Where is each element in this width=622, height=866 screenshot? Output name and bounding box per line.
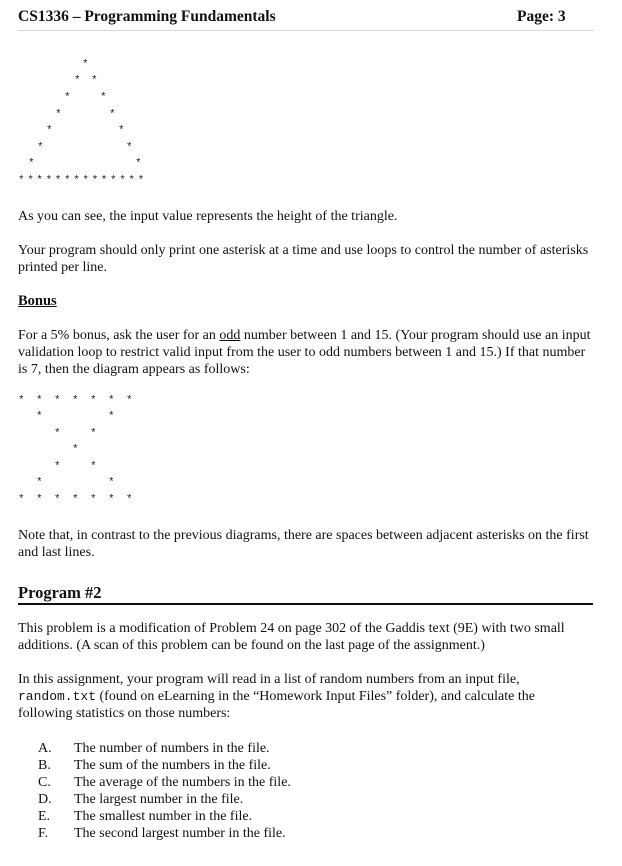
asterisk: * <box>126 142 133 154</box>
list-item: D. The largest number in the file. <box>38 792 244 807</box>
asterisk: * <box>100 92 107 104</box>
bonus-heading: Bonus <box>18 293 57 309</box>
asterisk: * <box>36 477 43 489</box>
asterisk: * <box>90 395 97 407</box>
asterisk: * <box>54 395 61 407</box>
asterisk: * <box>109 109 116 121</box>
asterisk: * <box>54 494 61 506</box>
asterisk: * <box>28 158 35 170</box>
asterisk: * <box>74 75 81 87</box>
list-item: F. The second largest number in the file. <box>38 826 286 841</box>
asterisk: * <box>36 411 43 423</box>
asterisk: * <box>118 125 125 137</box>
asterisk: * <box>18 395 25 407</box>
list-item: C. The average of the numbers in the file. <box>38 775 291 790</box>
asterisk: * <box>54 461 61 473</box>
asterisk: * <box>108 494 115 506</box>
triangle-base-line: ************** <box>18 175 147 187</box>
intro-paragraph: This problem is a modification of Problem 24 on page 302 of the Gaddis text (9E) with two small additions. (A scan of this problem can be found on the last page of the assignment.) <box>18 621 565 653</box>
asterisk: * <box>36 395 43 407</box>
paragraph: Your program should only print one asterisk at a time and use loops to control the number of asterisks printed per line. <box>18 243 589 275</box>
note-paragraph: Note that, in contrast to the previous diagrams, there are spaces between adjacent asterisks on the first and last lines. <box>18 528 589 560</box>
asterisk: * <box>82 59 89 71</box>
asterisk: * <box>72 444 79 456</box>
asterisk: * <box>64 92 71 104</box>
asterisk: * <box>108 395 115 407</box>
page-number: Page: 3 <box>517 8 566 25</box>
section-rule <box>18 603 593 605</box>
section-heading: Program #2 <box>18 583 102 602</box>
course-title: CS1336 – Programming Fundamentals <box>18 8 276 25</box>
asterisk: * <box>37 142 44 154</box>
asterisk: * <box>46 125 53 137</box>
list-item: B. The sum of the numbers in the file. <box>38 758 271 773</box>
asterisk: * <box>108 477 115 489</box>
bonus-paragraph: For a 5% bonus, ask the user for an odd number between 1 and 15. (Your program should use an input validation loop to restrict valid input from the user to odd numbers between 1 and 15.) If that number is 7, then the diagram appears as follows: <box>18 328 591 377</box>
list-item: A. The number of numbers in the file. <box>38 741 270 756</box>
asterisk: * <box>108 411 115 423</box>
asterisk: * <box>55 109 62 121</box>
asterisk: * <box>54 428 61 440</box>
list-item: E. The smallest number in the file. <box>38 809 253 824</box>
header-divider <box>18 30 594 31</box>
asterisk: * <box>90 461 97 473</box>
asterisk: * <box>126 395 133 407</box>
asterisk: * <box>126 494 133 506</box>
asterisk: * <box>18 494 25 506</box>
paragraph: As you can see, the input value represents the height of the triangle. <box>18 209 398 224</box>
asterisk: * <box>91 75 98 87</box>
asterisk: * <box>90 494 97 506</box>
underlined-word: odd <box>219 328 241 343</box>
asterisk: * <box>72 494 79 506</box>
assignment-paragraph: In this assignment, your program will read in a list of random numbers from an input file, random.txt (found on eLearning in the “Homework Input Files” folder), and calculate the following statistics on those numbers: <box>18 672 535 721</box>
filename: random.txt <box>18 689 97 704</box>
asterisk: * <box>72 395 79 407</box>
asterisk: * <box>90 428 97 440</box>
asterisk: * <box>135 158 142 170</box>
asterisk: * <box>36 494 43 506</box>
